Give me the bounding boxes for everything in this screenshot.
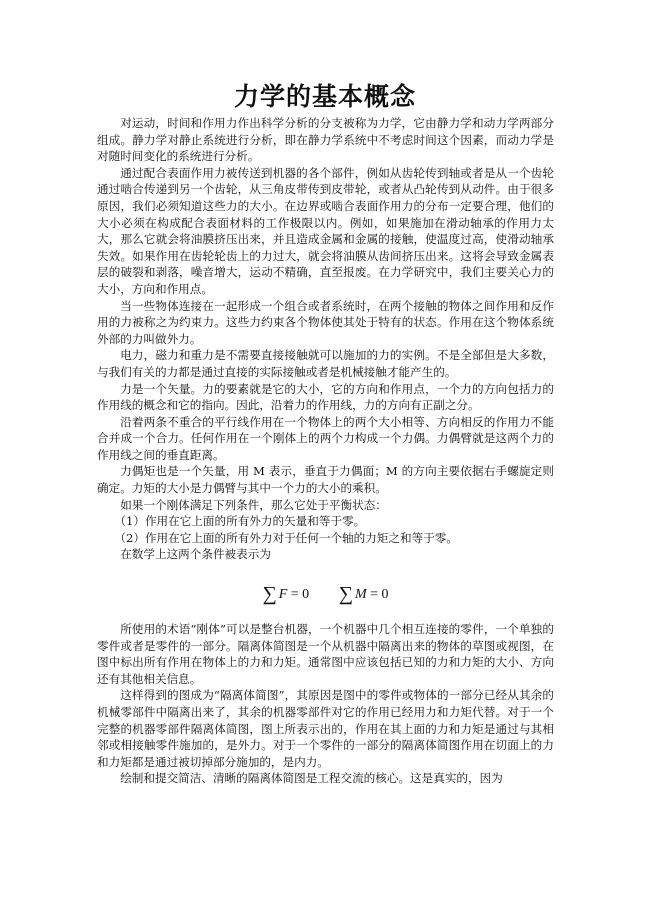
paragraph-force-vector: 力是一个矢量。力的要素就是它的大小，它的方向和作用点，一个力的方向包括力的作用线的概念和它的指向。因此，沿着力的作用线，力的方向有正副之分。: [97, 381, 554, 413]
document-body: [97, 115, 554, 787]
paragraph-engineering-communication: 绘制和提交简洁、清晰的隔离体简图是工程交流的核心。这是真实的，因为: [120, 771, 503, 786]
sum-symbol: ∑: [262, 583, 277, 606]
force-rhs: = 0: [287, 587, 310, 603]
force-variable: F: [278, 587, 288, 603]
paragraph-equilibrium: 如果一个刚体满足下列条件，那么它处于平衡状态：: [120, 497, 387, 512]
equilibrium-formula: [97, 581, 554, 607]
paragraph-contact-force: 电力，磁力和重力是不需要直接接触就可以施加的力的实例。不是全部但是大多数，与我们有关的力都是通过直接的实际接触或者是机械接触才能产生的。: [97, 348, 554, 379]
paragraph-formula-intro: 在数学上这两个条件被表示为: [120, 547, 271, 562]
paragraph-rigid-body: 所使用的术语“刚体”可以是整台机器，一个机器中几个相互连接的零件，一个单独的零件或者是零件的一部分。隔离体简图是一个从机器中隔离出来的物体的草图或视图，在图中标出所有作用在物体上的力和力矩。通常图中应该包括已知的力和力矩的大小、方向还有其他相关信息。: [97, 622, 554, 686]
paragraph-force-transmission: 通过配合表面作用力被传送到机器的各个部件，例如从齿轮传到轴或者是从一个齿轮通过啮合传递到另一个齿轮，从三角皮带传到皮带轮，或者从凸轮传到从动件。由于很多原因，我们必须知道这些力的大小。在边界或啮合表面作用力的分布一定要合理，他们的大小必须在构成配合表面材料的工作极限以内。例如，如果施加在滑动轴承的作用力太大，那么它就会将油膜挤压出来，并且造成金属和金属的接触，使温度过高，使滑动轴承失效。如果作用在齿轮轮齿上的力过大，就会将油膜从齿间挤压出来。这将会导致金属表层的破裂和剥落，噪音增大，运动不精确，直至报废。在力学研究中，我们主要关心力的大小，方向和作用点。: [97, 165, 554, 296]
paragraph-couple: 沿着两条不重合的平行线作用在一个物体上的两个大小相等、方向相反的作用力不能合并成一个合力。任何作用在一个刚体上的两个力构成一个力偶。力偶臂就是这两个力的作用线之间的垂直距离。: [97, 414, 554, 462]
moment-variable: M: [354, 587, 367, 603]
moment-sum-equation: [338, 583, 389, 606]
paragraph-couple-moment: 力偶矩也是一个矢量，用 M 表示，垂直于力偶面；M 的方向主要依据右手螺旋定则确定。力矩的大小是力偶臂与其中一个力的大小的乘积。: [97, 464, 554, 496]
moment-rhs: = 0: [366, 587, 389, 603]
page-title: 力学的基本概念: [233, 82, 416, 111]
paragraph-intro: 对运动，时间和作用力作出科学分析的分支被称为力学，它由静力学和动力学两部分组成。静力学对静止系统进行分析，即在静力学系统中不考虑时间这个因素，而动力学是对随时间变化的系统进行分析。: [97, 116, 554, 164]
paragraph-constraint-force: 当一些物体连接在一起形成一个组合或者系统时，在两个接触的物体之间作用和反作用的力被称之为约束力。这些力约束各个物体使其处于特有的状态。作用在这个物体系统外部的力叫做外力。: [97, 298, 554, 346]
paragraph-free-body-diagram: 这样得到的图成为“隔离体简图”，其原因是图中的零件或物体的一部分已经从其余的机械零部件中隔离出来了，其余的机器零部件对它的作用已经用力和力矩代替。对于一个完整的机器零部件隔离体简图，图上所表示出的，作用在其上面的力和力矩是通过与其相邻或相接触零件施加的，是外力。对于一个零件的一部分的隔离体简图作用在切面上的力和力矩都是通过被切掉部分施加的，是内力。: [97, 688, 554, 769]
condition-item-2: （2）作用在它上面的所有外力对于任何一个轴的力矩之和等于零。: [114, 530, 458, 545]
sum-symbol: ∑: [338, 583, 353, 606]
condition-item-1: （1）作用在它上面的所有外力的矢量和等于零。: [114, 514, 366, 529]
force-sum-equation: [262, 583, 312, 606]
